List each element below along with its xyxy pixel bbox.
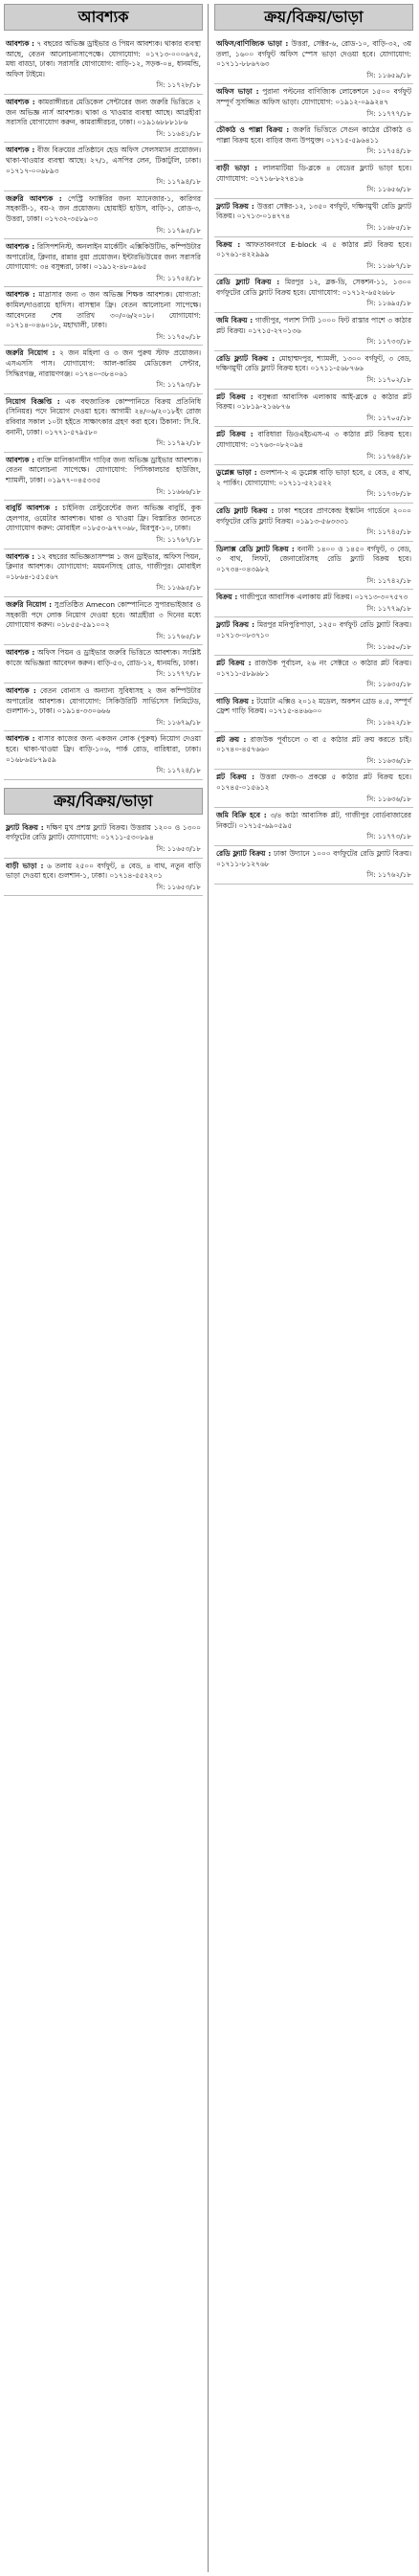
ad-heading: আবশ্যক : — [6, 686, 36, 696]
right-column — [214, 4, 413, 885]
ad-heading: বিক্রয় : — [216, 239, 241, 249]
classified-ad — [4, 287, 203, 346]
ad-reference-number: সি: ১১৭৯২/১৮ — [156, 438, 201, 448]
ad-reference-number: সি: ১১৭৪২/১৮ — [366, 575, 411, 585]
classified-ad — [4, 859, 203, 897]
ad-reference-number: সি: ১১৬৫৩/১৮ — [156, 882, 201, 891]
wanted-ads-list — [4, 36, 203, 780]
classified-ad — [4, 501, 203, 549]
classified-ad — [4, 820, 203, 859]
ad-reference-number: সি: ১১৭৫৪/১৮ — [366, 146, 411, 156]
ad-reference-number: সি: ১১৭৬২/১৮ — [366, 870, 411, 880]
ad-heading: বাড়ী ভাড়া : — [216, 163, 258, 172]
ad-heading: আবশ্যক : — [6, 39, 34, 48]
ad-reference-number: সি: ১১৭২৮/১৮ — [156, 80, 201, 90]
ad-body: ৬ তলায় ২৫০০ বর্গফুট, ৪ বেড, ৪ বাথ, নতুন বাড়ি ভাড়া দেওয়া হবে। গুলশান-১, ঢাকা। ০১৭১৪-৫৫২২০১ — [6, 861, 201, 881]
ad-reference-number: সি: ১১৭৬৫/১৮ — [156, 631, 201, 640]
classified-ad — [214, 617, 413, 656]
left-column — [4, 4, 203, 896]
ad-reference-number: সি: ১১৭৫০/১৮ — [156, 331, 201, 341]
ad-reference-number: সি: ১১৭৭৩/১৮ — [366, 832, 411, 841]
ad-reference-number: সি: ১১৬৩৬/১৮ — [366, 755, 411, 765]
ad-reference-number: সি: ১১৬৬৬/১৮ — [156, 486, 201, 496]
ad-body: মিরপুর মনিপুরিপাড়া, ১২৫০ বর্গফুট রেডি ফ্ল্যাট বিক্রয়। ০১৭১৩-০৮৩৭১০ — [216, 620, 411, 639]
ad-reference-number: সি: ১১৭৯৩/১৮ — [156, 380, 201, 390]
ad-body: টয়োটা এক্সিও ২০১২ মডেল, অকশন গ্রেড ৪.৫, সম্পূর্ণ ফ্রেশ গাড়ি বিক্রয়। ০১৭১৫-৪৪৬৬০০ — [216, 696, 411, 716]
classified-ad — [214, 237, 413, 276]
buy-sell-ads-list — [214, 36, 413, 885]
classified-ad — [214, 590, 413, 617]
ad-body: গাজীপুরে আবাসিক এলাকায় প্লট বিক্রয়। ০১৭১৩-৩০৭৫৭৩ — [239, 593, 408, 602]
section-banner-buy-sell-rent-left: ক্রয়/বিক্রয়/ভাড়া — [4, 788, 203, 815]
classified-ad — [4, 645, 203, 683]
classified-ad — [214, 161, 413, 199]
section-banner-buy-sell-rent: ক্রয়/বিক্রয়/ভাড়া — [214, 4, 413, 31]
ad-body: বনানী ১৪০০ ও ১৪৫০ বর্গফুট, ৩ বেড, ৩ বাথ, লিফট, জেনারেটরসহ রেডি ফ্ল্যাট বিক্রয় হবে। ০১৭৩৪-০৪৩৯৮২ — [216, 544, 411, 573]
ad-heading: আবশ্যক : — [6, 648, 35, 658]
ad-reference-number: সি: ১১৬৯৫/১৮ — [366, 299, 411, 308]
ad-heading: বাবুর্চি আবশ্যক : — [6, 504, 58, 513]
ad-body: ২ জন মহিলা ও ৩ জন পুরুষ স্টাফ প্রয়োজন। এসএসসি পাস। যোগাযোগ: আল-কারিম মেডিকেল সেন্টার, সিদ্ধিরগঞ্জ, নারায়ণগঞ্জ। ০১৭৪০-৩৮৪০৬১ — [6, 348, 201, 378]
ad-heading: জরুরি আবশ্যক : — [6, 193, 62, 203]
ad-reference-number: সি: ১১৭৪৫/১৮ — [366, 527, 411, 537]
ad-reference-number: সি: ১১৭৯৫/১৮ — [156, 225, 201, 235]
ad-heading: ডুপ্লেক্স ভাড়া : — [216, 468, 257, 478]
ad-heading: প্লট বিক্রয় : — [216, 773, 255, 782]
ad-body: লালমাটিয়া ডি-ব্লকে ৪ বেডের ফ্ল্যাট ভাড়া হবে। যোগাযোগ: ০১৭১৬-৮২৭৪১৬ — [216, 163, 411, 183]
ad-body: ব্যক্তি মালিকানাধীন গাড়ির জন্য অভিজ্ঞ ড্রাইভার আবশ্যক। বেতন আলোচনা সাপেক্ষে। যোগাযোগ: পিসিকালচার হাউজিং, শ্যামলী, ঢাকা। ০১৯৭৭-০৪৫৩৩৫ — [6, 455, 201, 484]
ad-reference-number: সি: ১১৭২৪/১৮ — [156, 766, 201, 775]
ad-heading: ফ্ল্যাট বিক্রয় : — [6, 822, 44, 832]
ad-reference-number: সি: ১১৬৫৯/১৮ — [366, 70, 411, 79]
ad-heading: চৌকাঠ ও পাল্লা বিক্রয় : — [216, 125, 290, 135]
ad-heading: রেডি ফ্ল্যাট বিক্রয় : — [216, 849, 272, 858]
classified-ad — [214, 84, 413, 123]
ad-reference-number: সি: ১১৬৫৩/১৮ — [156, 844, 201, 853]
ad-body: চাইনিজ রেস্টুরেন্টের জন্য অভিজ্ঞ বাবুর্চি, কুক হেলপার, ওয়েটার আবশ্যক। থাকা ও খাওয়া ফ্রি। বিস্তারিত জানতে যোগাযোগ করুন: মোবাইল ০১৮৫৩-৯৭৭০৬৮, মিরপুর-১০, ঢাকা। — [6, 504, 201, 533]
ad-reference-number: সি: ১১৭৩৮/১৮ — [366, 489, 411, 499]
classified-ad — [4, 95, 203, 143]
ad-body: ৩/৪ কাঠা আবাসিক প্লট, গাজীপুর বোর্ডবাজারের নিকটে। ০১৭১৫-৬৯০৫৯৫ — [216, 811, 411, 830]
classified-ad — [4, 453, 203, 501]
ad-body: পেস্ট্রি ফ্যাক্টরির জন্য ম্যানেজার-১, কারিগর সহকারী-১, বয়-২ জন প্রয়োজন। হোয়াইট হাউস, বাড়ি-১, রোড-৩, উত্তরা, ঢাকা। ০১৭৩২-৩৫৮৯০৩ — [6, 193, 201, 223]
ad-reference-number: সি: ১১৬২২/১৮ — [366, 718, 411, 728]
ad-heading: বাড়ী ভাড়া : — [6, 861, 44, 870]
ad-body: গুলশান-২ এ ডুপ্লেক্স বাড়ি ভাড়া হবে, ৫ বেড, ৫ বাথ, ২ পার্কিং। যোগাযোগ: ০১৭১১-৫২১৫২২ — [216, 468, 411, 487]
ad-heading: ডিলাক্স রেডি ফ্ল্যাট বিক্রয় : — [216, 544, 295, 553]
classified-ad — [214, 313, 413, 351]
classified-ad — [214, 732, 413, 771]
classified-ad — [214, 694, 413, 732]
classified-ad — [214, 504, 413, 542]
ad-reference-number: সি: ১১৭৭৭/১৮ — [156, 669, 201, 679]
ad-reference-number: সি: ১১৬৫০/১৮ — [366, 641, 411, 651]
ad-body: উত্তরা ফেজ-৩ প্রকল্পে ৫ কাঠার প্লট বিক্রয় হবে। ০১৭৪৫-০১৫৬১২ — [216, 773, 411, 793]
ad-reference-number: সি: ১১৭০২/১৮ — [366, 375, 411, 385]
classified-ad — [214, 390, 413, 428]
ad-body: সুপ্রতিষ্ঠিত Amecon কোম্পানিতে সুপারভাইজার ও সহকারী পদে লোক নিয়োগ দেওয়া হবে। আগ্রহীরা ৩ দিনের মধ্যে যোগাযোগ করুন। ০১৮৫৫-৫৯১০০২ — [6, 599, 201, 630]
ad-body: ৭ বছরের অভিজ্ঞ ড্রাইভার ও পিয়ন আবশ্যক। থাকার ব্যবস্থা আছে, বেতন আলোচনাসাপেক্ষে। যোগাযোগ: ০১৭১৩-০০০৬৭৫, মধ্য বাড্ডা, ঢাকা। সরাসরি যোগাযোগ: বাড়ি-১২, সড়ক-০৪, ধানমন্ডি, অফিস টাইমে। — [6, 39, 202, 78]
ad-reference-number: সি: ১১৬৫৬/১৮ — [366, 185, 411, 194]
classified-ad — [4, 683, 203, 731]
ad-body: বাসার কাজের জন্য একজন লোক (পুরুষ) নিয়োগ দেওয়া হবে। থাকা-খাওয়া ফ্রি। বাড়ি-১০৬, পার্ক রোড, বারিধারা, ঢাকা। ০১৬৮৬৫৮৭৯৫৯ — [6, 734, 201, 764]
classified-ad — [4, 394, 203, 453]
ad-reference-number: সি: ১১৭৬৭/১৮ — [156, 534, 201, 544]
ad-body: দক্ষিণ মুখ প্রশস্ত ফ্ল্যাট বিক্রয়। উত্তরায় ১২০০ ও ১৩০০ বর্গফুটের রেডি ফ্ল্যাট। যোগাযোগ: ০১৭১১-৫৩০৮৯৪ — [6, 822, 201, 842]
ad-heading: আবশ্যক : — [6, 97, 35, 106]
ad-heading: অফিস ভাড়া : — [216, 87, 259, 97]
classified-ad — [4, 36, 203, 95]
section-banner-wanted: আবশ্যক — [4, 4, 203, 31]
ad-body: আফতাবনগরে E-block এ ৫ কাঠার প্লট বিক্রয় হবে। ০১৭৬১-৪২২৯৯৯ — [216, 239, 411, 259]
ad-reference-number: সি: ১১৬৩৫/১৮ — [366, 680, 411, 689]
ad-reference-number: সি: ১১৭৯৪/১৮ — [156, 177, 201, 187]
ad-heading: অফিস/বাণিজ্যিক ভাড়া : — [216, 39, 289, 48]
ad-body: বেতন বোনাস ও অন্যান্য সুবিধাসহ ২ জন কম্পিউটার অপারেটর আবশ্যক। যোগাযোগ: সিকিউরিটি সার্ভিসেস লিমিটেড, গুলশান-১, ঢাকা। ০১৯১৪-৩৩০৬৬৬ — [6, 686, 201, 716]
classified-ad — [4, 549, 203, 597]
ad-body: রিসিপশনিস্ট, অনলাইন মার্কেটিং এক্সিকিউটিভ, কম্পিউটার অপারেটর, ক্লিনার, রান্নার বুয়া প্রয়োজন। ইন্টারভিউয়ের জন্য সরাসরি যোগাযোগ: ৩৪ বসুন্ধরা, ঢাকা। ০১৯১২-৪৮০৯৬৫ — [6, 242, 201, 272]
ad-reference-number: সি: ১১৭৭৭/১৮ — [366, 108, 411, 118]
ad-heading: আবশ্যক : — [6, 551, 35, 561]
ad-reference-number: সি: ১১৭৩৩/১৮ — [366, 337, 411, 347]
ad-reference-number: সি: ১১৬৩৬/১৮ — [366, 794, 411, 803]
classified-ad — [214, 427, 413, 465]
ad-body: অফিস পিয়ন ও ড্রাইভার জরুরি ভিত্তিতে আবশ্যক। সংশ্লিষ্ট কাজে অভিজ্ঞরা আবেদন করুন। বাড়ি-৫৩, রোড-১২, ধানমন্ডি, ঢাকা। — [6, 648, 202, 667]
ad-body: বসুন্ধরা আবাসিক এলাকায় আই-ব্লকে ৫ কাঠার প্লট বিক্রয়। ০১৮১৯-২১৬৮৭৬ — [216, 392, 412, 412]
ad-heading: বিক্রয় : — [216, 593, 238, 602]
ad-heading: আবশ্যক : — [6, 290, 36, 300]
ad-heading: জরুরি নিয়োগ : — [6, 348, 55, 358]
ad-reference-number: সি: ১১৬৪১/১৮ — [156, 128, 201, 138]
ad-reference-number: সি: ১১৬৯৫/১৮ — [156, 583, 201, 593]
ad-reference-number: সি: ১১৭৭৯/১৮ — [366, 603, 411, 613]
ad-reference-number: সি: ১১৭০৫/১৮ — [366, 413, 411, 422]
ad-heading: আবশ্যক : — [6, 734, 35, 744]
classified-ad — [4, 191, 203, 239]
classified-ad — [214, 465, 413, 504]
classified-ad — [214, 808, 413, 846]
ad-body: ঢাকা উদ্যানে ১০০০ বর্গফুটের রেডি ফ্ল্যাট বিক্রয়। ০১৭১১-৮১২৭৬৮ — [216, 849, 411, 868]
ad-reference-number: সি: ১১৬৮৫/১৮ — [366, 222, 411, 232]
classified-ad — [4, 143, 203, 190]
ad-heading: গাড়ি বিক্রয় : — [216, 696, 254, 706]
ad-body: কামরাঙ্গীরচর মেডিকেল সেন্টারের জন্য জরুরি ভিত্তিতে ২ জন অভিজ্ঞ নার্স আবশ্যক। থাকা ও খাওয়ার ব্যবস্থা আছে। আগ্রহীরা সরাসরি যোগাযোগ করুন, কামরাঙ্গীরচর, ঢাকা। ০১৯১৬৮৮৮১৮৬ — [6, 97, 201, 127]
ad-heading: প্লট ক্রয় : — [216, 734, 247, 744]
classified-ad — [4, 346, 203, 393]
classified-ad — [214, 351, 413, 390]
ad-body: উত্তরা সেক্টর-১২, ১৩৫০ বর্গফুট, দক্ষিণমুখী রেডি ফ্ল্যাট বিক্রয়। ০১৭১৩-০১৪৭৭৪ — [216, 201, 412, 221]
ad-body: বারিধারা ডিওএইচএস-এ ৩ কাঠার প্লট বিক্রয় হবে। যোগাযোগ: ০১৭৬৩-০৮২০৯৪ — [216, 430, 411, 449]
ad-body: রাজউক পূর্বাচল, ২৬ নং সেক্টরে ৩ কাঠার প্লট বিক্রয়। ০১৭১১-৫৮৯৬৮১ — [216, 659, 411, 678]
ad-body: বীজ বিক্রয়ের প্রতিষ্ঠানে হেড অফিস সেলসম্যান প্রয়োজন। থাকা-খাওয়ার ব্যবস্থা আছে। ২৭/১, এসপির লেন, টিকাটুলি, ঢাকা। ০১৭১৭-০০৬৮৯৩ — [6, 146, 202, 175]
ad-body: জরুরি ভিত্তিতে সেগুন কাঠের চৌকাঠ ও পাল্লা বিক্রয় হবে। বাড়ির জন্য উপযুক্ত। ০১৭১৫-৫৯৬৪১১ — [216, 125, 411, 145]
ad-heading: রেডি ফ্ল্যাট বিক্রয় : — [216, 505, 275, 515]
ad-heading: প্লট বিক্রয় : — [216, 430, 254, 439]
classified-ad — [4, 239, 203, 287]
ad-heading: আবশ্যক : — [6, 146, 35, 155]
classified-ad — [214, 199, 413, 237]
ad-body: রাজউক পূর্বাচলে ৩ বা ৫ কাঠার প্লট ক্রয় করতে চাই। ০১৭৪০-৪৫৭৬৬০ — [216, 734, 411, 754]
classified-ad — [214, 36, 413, 84]
classified-ad — [214, 656, 413, 694]
ad-body: মোহাম্মদপুর, শ্যামলী, ১৩০০ বর্গফুট, ৩ বেড, দক্ষিণমুখী রেডি ফ্ল্যাট বিক্রয় হবে। ০১৭১১-৫৬৮৭৬৬ — [216, 353, 411, 373]
ad-heading: আবশ্যক : — [6, 242, 35, 252]
ad-reference-number: সি: ১১৬৭৯/১৮ — [156, 717, 201, 727]
ad-body: ১২ বছরের অভিজ্ঞতাসম্পন্ন ১ জন ড্রাইভার, অফিস পিয়ন, ক্লিনার আবশ্যক। যোগাযোগ: ময়মনসিংহ রোড, গাজীপুর। মোবাইল ০১৮৬৪-১৫১৫৬৭ — [6, 551, 201, 581]
ad-heading: রেডি ফ্ল্যাট বিক্রয় : — [216, 278, 280, 287]
classified-ad — [214, 542, 413, 590]
ad-body: এক বহুজাতিক কোম্পানিতে বিক্রয় প্রতিনিধি (সিনিয়র) পদে নিয়োগ দেওয়া হবে। আগামী ২৪/০৬/২০১৮ইং রোজ রবিবার সকাল ১০টা হইতে সাক্ষাৎকার গ্রহণ করা হবে। ঠিকানা: সি.বি. বনানী, ঢাকা। ০১৭৭১-৫৭৯৫৮০ — [6, 396, 201, 437]
ad-reference-number: সি: ১১৭৫৪/১৮ — [156, 273, 201, 282]
ad-heading: রেডি ফ্ল্যাট বিক্রয় : — [216, 353, 276, 363]
ad-body: মাদ্রাসার জন্য ৩ জন অভিজ্ঞ শিক্ষক আবশ্যক। যোগ্যতা: কামিল/দাওরায়ে হাদিস। বাসস্থান ফ্রি। বেতন আলোচনা সাপেক্ষে। আবেদনের শেষ তারিখ ৩০/০৬/২০১৮। যোগাযোগ: ০১৭১৪-০৪৬০১৮, মহাখালী, ঢাকা। — [6, 290, 201, 330]
ad-heading: ফ্ল্যাট বিক্রয় : — [216, 620, 255, 630]
ad-body: গাজীপুর, পলাশ সিটি ১০০০ ফিট রাস্তার পাশে ৩ কাঠার প্লট বিক্রয়। ০১৭১৫-২৭০১৩৬ — [216, 316, 411, 335]
ad-body: মিরপুর ১২, ব্লক-ডি, সেকশন-১১, ১৩০০ বর্গফুটের রেডি ফ্ল্যাট বিক্রয় হবে। যোগাযোগ: ০১৭১২-৬৫২৬৮৮ — [216, 278, 411, 297]
ad-heading: প্লট বিক্রয় : — [216, 392, 254, 401]
classified-ad — [4, 597, 203, 645]
classified-page — [4, 4, 415, 2572]
buy-sell-ads-list-left — [4, 820, 203, 897]
ad-heading: জমি বিক্রয় : — [216, 316, 254, 325]
ad-heading: জরুরি নিয়োগ : — [6, 599, 53, 609]
ad-reference-number: সি: ১১৬৮৭/১৮ — [366, 260, 411, 270]
ad-body: ঢাকা শহরের প্রাণকেন্দ্র ইস্কাটন গার্ডেনে ২০০০ বর্গফুটের রেডি ফ্ল্যাট বিক্রয়। ০১৯১৩-৫৬৩৩৩১ — [216, 505, 411, 526]
ad-heading: প্লট বিক্রয় : — [216, 659, 252, 668]
classified-ad — [4, 731, 203, 779]
classified-ad — [214, 123, 413, 161]
classified-ad — [214, 275, 413, 313]
ad-heading: নিয়োগ বিজ্ঞপ্তি : — [6, 396, 60, 406]
ad-body: উত্তরা, সেক্টর-৬, রোড-১০, বাড়ি-৩২, ৩য় তলা, ১৬০০ বর্গফুট অফিস স্পেস ভাড়া দেওয়া হবে। যোগাযোগ: ০১৭১১-৮৮৬৭৬৩ — [216, 39, 411, 69]
ad-heading: জমি বিক্রি হবে : — [216, 811, 267, 820]
ad-reference-number: সি: ১১৭৬৪/১৮ — [366, 451, 411, 460]
ad-heading: আবশ্যক : — [6, 455, 35, 464]
ad-body: পুরানা পল্টনের বাণিজ্যিক লোকেশনে ১৫০০ বর্গফুট সম্পূর্ণ সুসজ্জিত অফিস ভাড়া। যোগাযোগ: ০১৯১২-০৯৯২৪৭ — [216, 87, 411, 106]
classified-ad — [214, 846, 413, 885]
column-divider — [208, 4, 209, 2572]
ad-heading: ফ্ল্যাট বিক্রয় : — [216, 201, 254, 211]
classified-ad — [214, 770, 413, 808]
